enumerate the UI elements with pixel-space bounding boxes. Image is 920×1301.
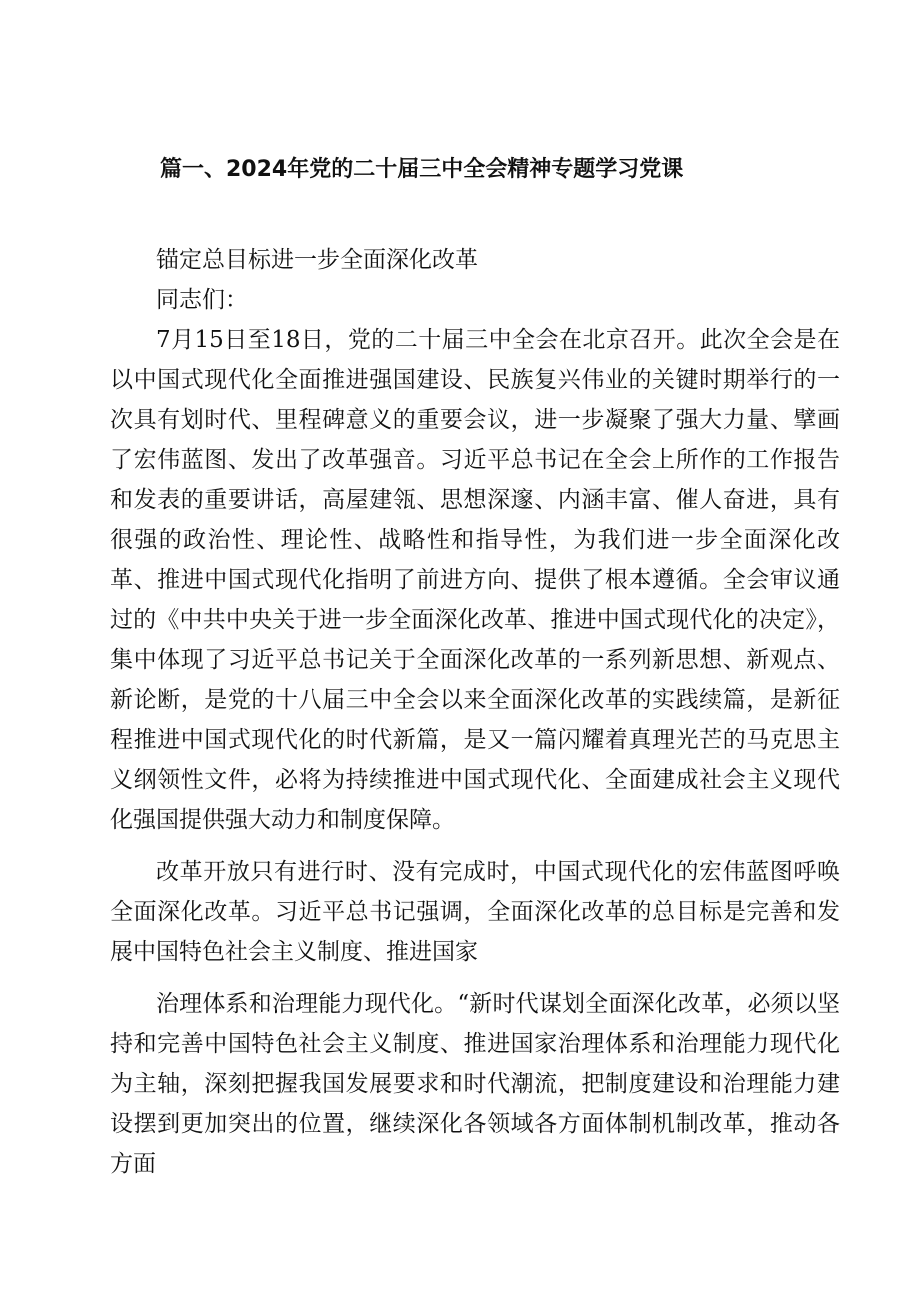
paragraph-1: 7月15日至18日，党的二十届三中全会在北京召开。此次全会是在以中国式现代化全面推进强国建设、民族复兴伟业的关键时期举行的一次具有划时代、里程碑意义的重要会议，进一步凝聚了强大力量、擘画了宏伟蓝图、发出了改革强音。习近平总书记在全会上所作的工作报告和发表的重要讲话，高屋建瓴、思想深邃、内涵丰富、催人奋进，具有很强的政治性、理论性、战略性和指导性，为我们进一步全面深化改革、推进中国式现代化指明了前进方向、提供了根本遵循。全会审议通过的《中共中央关于进一步全面深化改革、推进中国式现代化的决定》，集中体现了习近平总书记关于全面深化改革的一系列新思想、新观点、新论断，是党的十八届三中全会以来全面深化改革的实践续篇，是新征程推进中国式现代化的时代新篇，是又一篇闪耀着真理光芒的马克思主义纲领性文件，必将为持续推进中国式现代化、全面建成社会主义现代化强国提供强大动力和制度保障。 — [110, 327, 840, 833]
salutation: 同志们： — [156, 287, 248, 313]
paragraph-2: 改革开放只有进行时、没有完成时，中国式现代化的宏伟蓝图呼唤全面深化改革。习近平总书记强调，全面深化改革的总目标是完善和发展中国特色社会主义制度、推进国家 — [110, 859, 840, 965]
paragraph-3: 治理体系和治理能力现代化。“新时代谋划全面深化改革，必须以坚持和完善中国特色社会主义制度、推进国家治理体系和治理能力现代化为主轴，深刻把握我国发展要求和时代潮流，把制度建设和治理能力建设摆到更加突出的位置，继续深化各领域各方面体制机制改革，推动各方面 — [110, 991, 840, 1177]
document-body — [110, 240, 840, 1184]
document-subtitle: 锚定总目标进一步全面深化改革 — [156, 247, 478, 273]
document-title: 篇一、2024年党的二十届三中全会精神专题学习党课 — [160, 157, 684, 182]
